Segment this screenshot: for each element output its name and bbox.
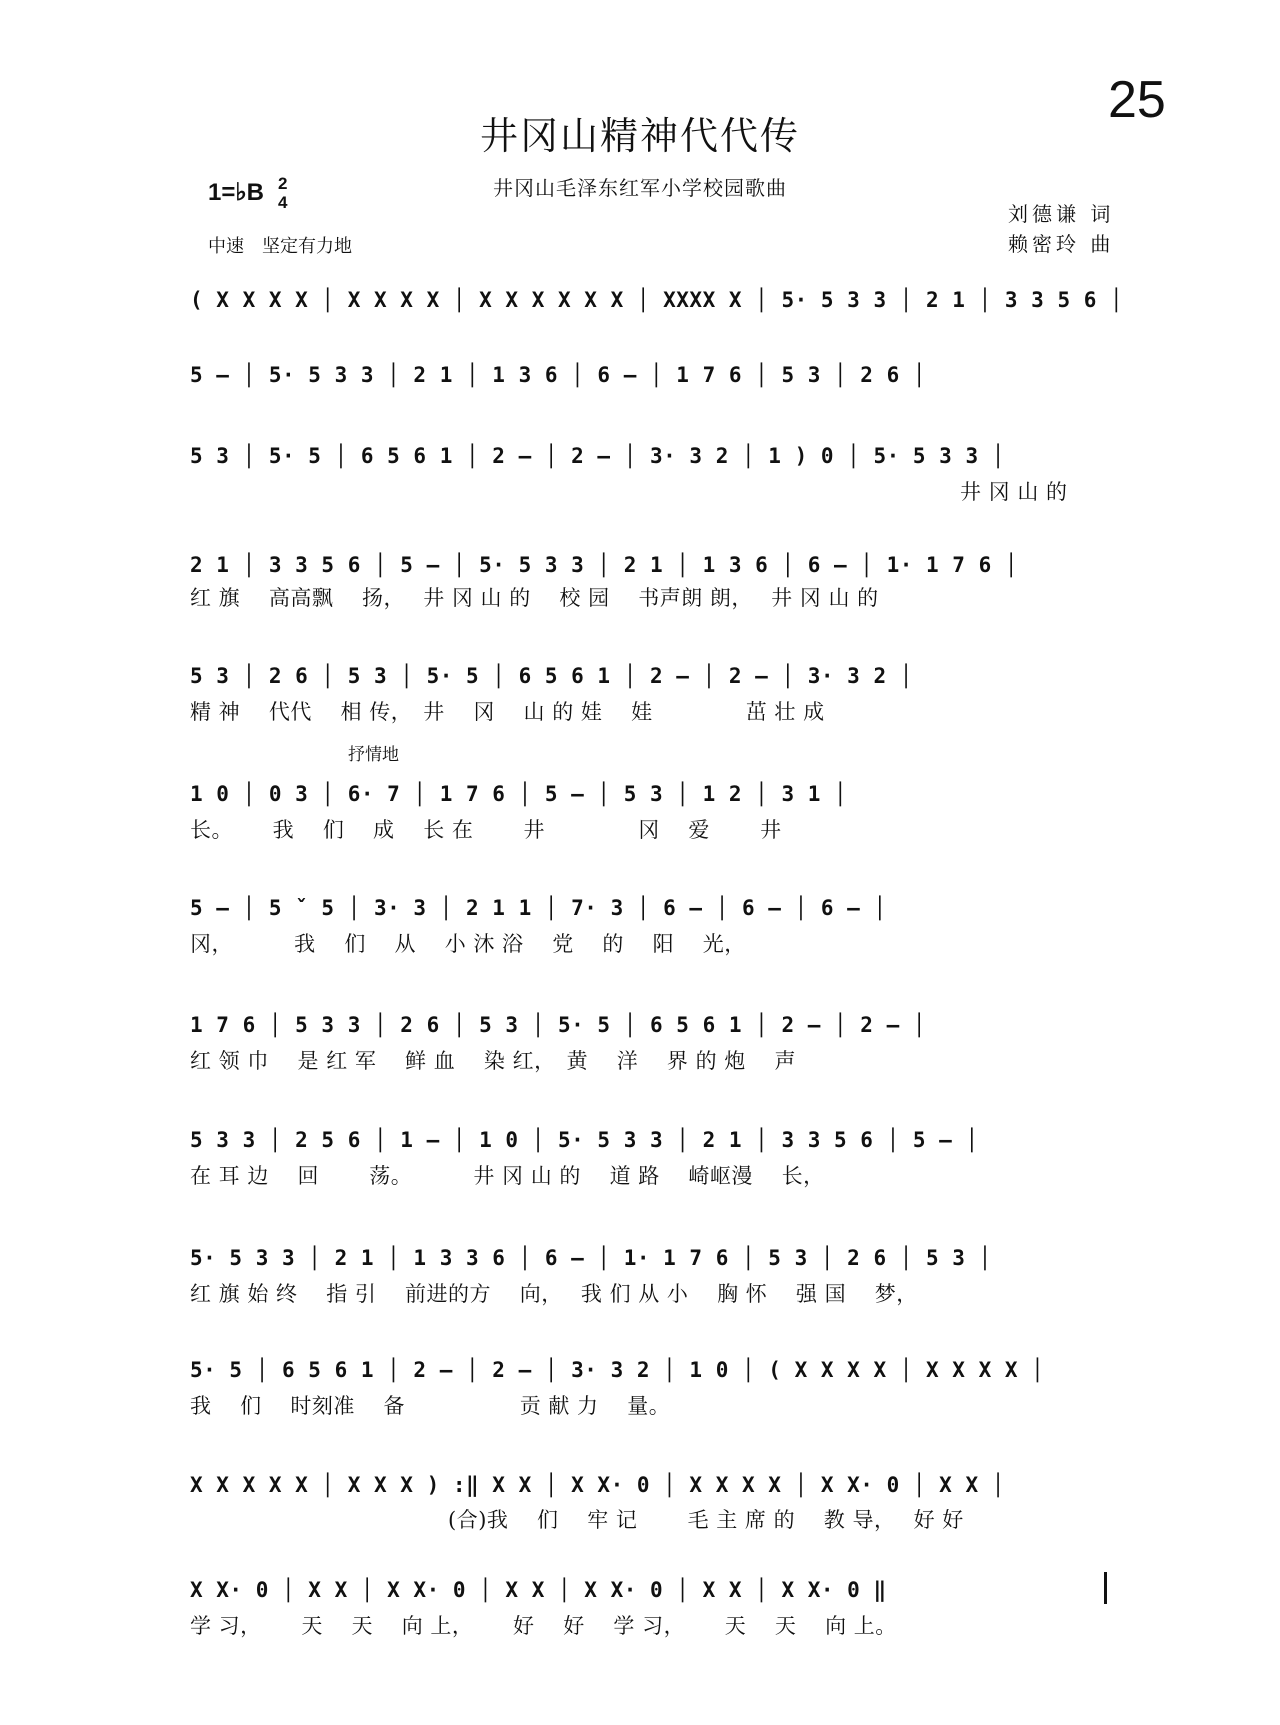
lyric-line: 冈， 我 们 从 小 沐 浴 党 的 阳 光， [190,932,746,956]
notation-line: 5 3 │ 5· 5 │ 6 5 6 1 │ 2 – │ 2 – │ 3· 3 2 │ 1 ) 0 │ 5· 5 3 3 │ [190,444,1005,468]
notation-system [190,355,1110,395]
notation-line: X X· 0 │ X X │ X X· 0 │ X X │ X X· 0 │ X X │ X X· 0 ‖ [190,1578,887,1602]
notation-system [190,1005,1110,1045]
notation-system [190,1350,1110,1390]
notation-line: 5 3 3 │ 2 5 6 │ 1 – │ 1 0 │ 5· 5 3 3 │ 2 1 │ 3 3 5 6 │ 5 – │ [190,1128,979,1152]
notation-system [190,436,1110,476]
composer-credit: 赖密玲 曲 [1008,232,1115,256]
final-barline [1104,1572,1107,1604]
time-signature [278,174,287,212]
notation-line: ( X X X X │ X X X X │ X X X X X X │ XXXX X │ 5· 5 3 3 │ 2 1 │ 3 3 5 6 │ [190,288,1124,312]
notation-line: 2 1 │ 3 3 5 6 │ 5 – │ 5· 5 3 3 │ 2 1 │ 1 3 6 │ 6 – │ 1· 1 7 6 │ [190,553,1019,577]
notation-system [190,545,1110,585]
notation-line: X X X X X │ X X X ) :‖ X X │ X X· 0 │ X X X X │ X X· 0 │ X X │ [190,1473,1005,1497]
notation-system [190,656,1110,696]
lyric-line: 我 们 时刻准 备 贡 献 力 量。 [190,1394,671,1418]
notation-system [190,1465,1110,1505]
time-signature-bottom: 4 [278,193,288,212]
lyric-line: 红 旗 始 终 指 引 前进的方 向， 我 们 从 小 胸 怀 强 国 梦， [190,1282,918,1306]
notation-system [190,774,1110,814]
lyric-line: 学 习， 天 天 向 上， 好 好 学 习， 天 天 向 上。 [190,1614,897,1638]
notation-line: 1 0 │ 0 3 │ 6· 7 │ 1 7 6 │ 5 – │ 5 3 │ 1 2 │ 3 1 │ [190,782,848,806]
notation-line: 5· 5 │ 6 5 6 1 │ 2 – │ 2 – │ 3· 3 2 │ 1 0 │ ( X X X X │ X X X X │ [190,1358,1045,1382]
notation-system [190,1570,1110,1610]
song-subtitle: 井冈山毛泽东红军小学校园歌曲 [493,176,787,200]
lyric-line: 精 神 代代 相 传， 井 冈 山 的 娃 娃 茁 壮 成 [190,700,825,724]
key-signature: 1=♭B [208,179,265,206]
lyric-line: 红 旗 高高飘 扬， 井 冈 山 的 校 园 书声朗 朗， 井 冈 山 的 [190,586,879,610]
song-title: 井冈山精神代代传 [479,114,800,158]
notation-line: 5 – │ 5· 5 3 3 │ 2 1 │ 1 3 6 │ 6 – │ 1 7 6 │ 5 3 │ 2 6 │ [190,363,927,387]
notation-line: 5 3 │ 2 6 │ 5 3 │ 5· 5 │ 6 5 6 1 │ 2 – │ 2 – │ 3· 3 2 │ [190,664,913,688]
notation-system [190,1238,1110,1278]
lyric-line: 在 耳 边 回 荡。 井 冈 山 的 道 路 崎岖漫 长， [190,1164,825,1188]
lyric-line: 井 冈 山 的 [960,480,1068,504]
notation-line: 5 – │ 5 ˇ 5 │ 3· 3 │ 2 1 1 │ 7· 3 │ 6 – │ 6 – │ 6 – │ [190,896,887,920]
notation-system [190,888,1110,928]
expression-marking: 抒情地 [348,745,399,765]
time-signature-top: 2 [278,174,288,193]
notation-line: 5· 5 3 3 │ 2 1 │ 1 3 3 6 │ 6 – │ 1· 1 7 6 │ 5 3 │ 2 6 │ 5 3 │ [190,1246,992,1270]
lyric-line: 长。 我 们 成 长 在 井 冈 爱 井 [190,818,782,842]
notation-system [190,280,1124,320]
notation-line: 1 7 6 │ 5 3 3 │ 2 6 │ 5 3 │ 5· 5 │ 6 5 6 1 │ 2 – │ 2 – │ [190,1013,927,1037]
lyric-line: (合)我 们 牢 记 毛 主 席 的 教 导， 好 好 [190,1508,964,1532]
notation-system [190,1120,1110,1160]
lyric-line: 红 领 巾 是 红 军 鲜 血 染 红， 黄 洋 界 的 炮 声 [190,1049,796,1073]
lyricist-credit: 刘德谦 词 [1008,202,1115,226]
page-number: 25 [1108,71,1166,129]
tempo-marking: 中速 坚定有力地 [208,236,352,257]
